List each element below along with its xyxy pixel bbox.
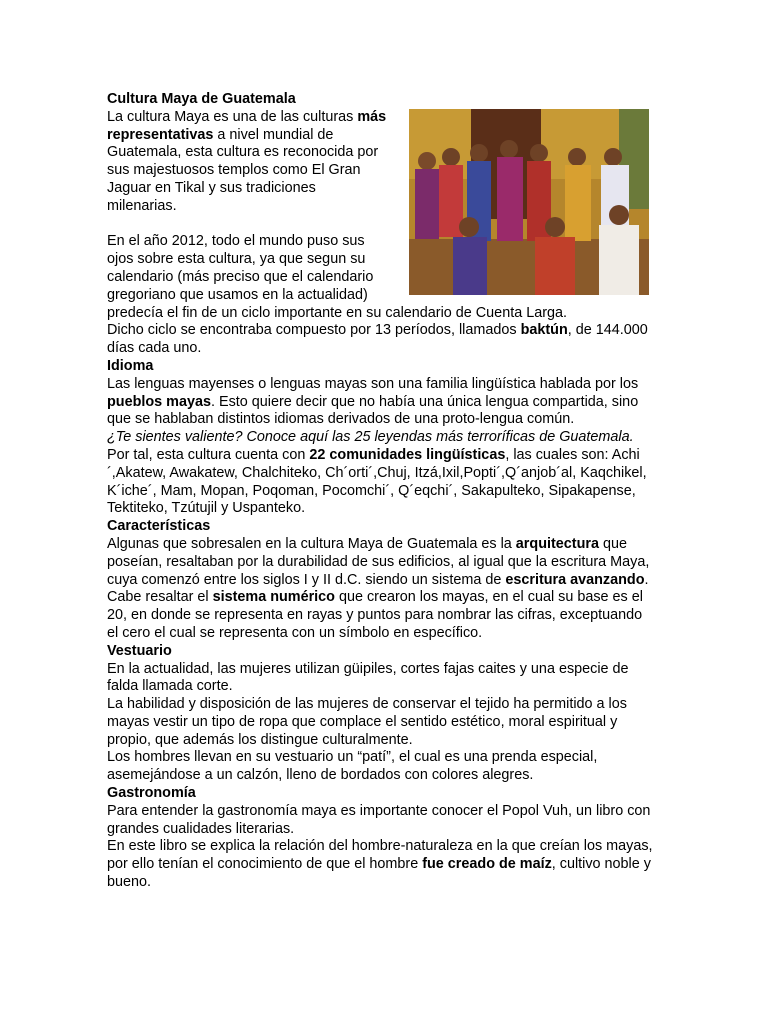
leyendas-link-text: ¿Te sientes valiente? Conoce aquí las 25 leyendas más terroríficas de Guatemala. — [107, 429, 634, 446]
leyendas-link[interactable]: aquí las 25 leyendas más terroríficas de Guatemala. — [300, 429, 634, 446]
maya-women-photo — [409, 109, 649, 295]
caracteristicas-paragraph-2: Cabe resaltar el sistema numérico que crearon los mayas, en el cual su base es el 20, en donde se representa en rayas y puntos para nombrar las cifras, exceptuando el cero el cual se representa con un símbolo en específico. — [107, 589, 643, 641]
intro-paragraph-2: En el año 2012, todo el mundo puso sus ojos sobre esta cultura, ya que segun su calendario (más preciso que el calendario gregoriano que usamos en la actualidad) predecía el fin de un ciclo importante en su calendario de Cuenta Larga. — [107, 233, 567, 321]
vestuario-paragraph-3: Los hombres llevan en su vestuario un “patí”, el cual es una prenda especial, asemejándose a un calzón, lleno de bordados con colores alegres. — [107, 749, 598, 784]
gastronomia-paragraph-1: Para entender la gastronomía maya es importante conocer el Popol Vuh, un libro con grandes cualidades literarias. — [107, 802, 651, 837]
vestuario-heading: Vestuario — [107, 642, 172, 659]
page-title: Cultura Maya de Guatemala — [107, 91, 296, 107]
document-page — [107, 91, 655, 892]
caracteristicas-heading: Características — [107, 518, 211, 535]
gastronomia-heading: Gastronomía — [107, 785, 196, 802]
vestuario-paragraph-2: La habilidad y disposición de las mujeres de conservar el tejido ha permitido a los mayas vestir un tipo de ropa que complace el sentido estético, moral espiritual y propio, que además los distingue culturalmente. — [107, 696, 627, 748]
idioma-heading: Idioma — [107, 357, 154, 374]
intro-paragraph-3: Dicho ciclo se encontraba compuesto por 13 períodos, llamados baktún, de 144.000 días cada uno. — [107, 322, 648, 357]
caracteristicas-paragraph-1: Algunas que sobresalen en la cultura Maya de Guatemala es la arquitectura que poseían, resaltaban por la durabilidad de sus edificios, al igual que la escritura Maya, cuya comenzó entre los siglos I y II d.C. siendo un sistema de escritura avanzando. — [107, 535, 650, 588]
gastronomia-paragraph-2: En este libro se explica la relación del hombre-naturaleza en la que creían los mayas, por ello tenían el conocimiento de que el hombre fue creado de maíz, cultivo noble y bueno. — [107, 838, 653, 891]
intro-paragraph-1: La cultura Maya es una de las culturas más representativas a nivel mundial de Guatemala, esta cultura es reconocida por sus majestuosos templos como El Gran Jaguar en Tikal y sus tradiciones milenarias. — [107, 108, 387, 214]
idioma-paragraph-2: Por tal, esta cultura cuenta con 22 comunidades lingüísticas, las cuales son: Achi´,Akatew, Awakatew, Chalchiteko, Ch´orti´,Chuj, Itzá,Ixil,Popti´,Q´anjob´al, Kaqchikel, K´iche´, Mam, Mopan, Poqoman, Pocomchi´, Q´eqchi´, Sakapulteko, Sipakapense, Tektiteko, Tzútujil y Uspanteko. — [107, 446, 647, 517]
vestuario-paragraph-1: En la actualidad, las mujeres utilizan güipiles, cortes fajas caites y una especie de falda llamada corte. — [107, 660, 629, 695]
idioma-paragraph-1: Las lenguas mayenses o lenguas mayas son una familia lingüística hablada por los pueblos mayas. Esto quiere decir que no había una única lengua compartida, sino que se hablaban distintos idiomas derivados de una proto-lengua común. — [107, 375, 639, 428]
